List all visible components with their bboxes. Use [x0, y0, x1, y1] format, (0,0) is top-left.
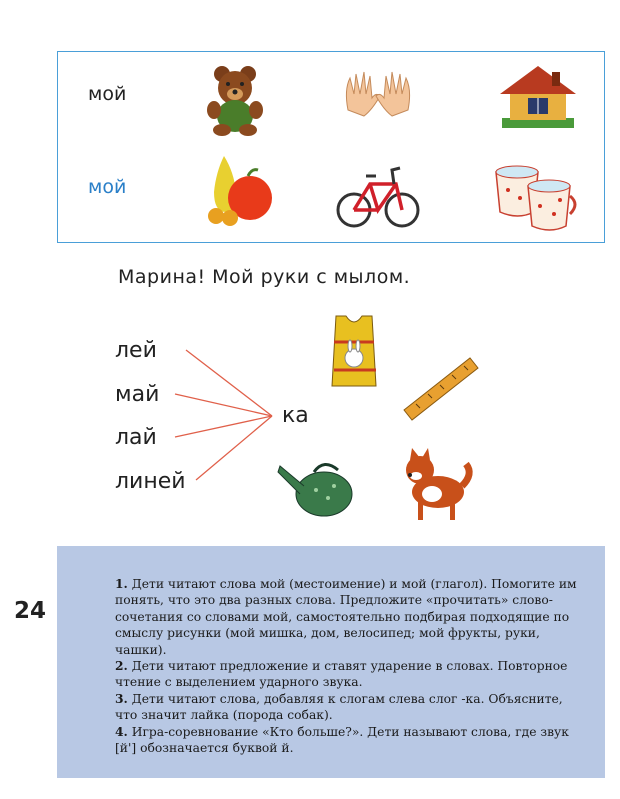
word-moy-1: мой: [88, 83, 127, 105]
teacher-notes: [57, 546, 605, 778]
note-3: 3. Дети читают слова, добавляя к слогам слева слог -ка. Объясните, что значит лайка (порода собак).: [115, 690, 563, 723]
syllable-1: лей: [115, 338, 157, 363]
note-4: 4. Игра-соревнование «Кто больше?». Дети называют слова, где звук [й'] обозначается буквой й.: [115, 723, 569, 756]
syllable-2: май: [115, 382, 160, 407]
vest-icon: [326, 312, 382, 392]
syllable-3: лай: [115, 425, 157, 450]
suffix-ka: ка: [282, 403, 309, 428]
syllable-4: линей: [115, 469, 186, 494]
watering-can-icon: [274, 456, 360, 518]
word-moy-2: мой: [88, 176, 127, 198]
note-1: 1. Дети читают слова мой (местоимение) и мой (глагол). Помогите им понять, что это два разных слова. Предложите «прочитать» словосочетания со словами мой, самостоятельно подбирая подходящие по смыслу рисунки (мой мишка, дом, велосипед; мой фрукты, руки, чашки).: [115, 576, 577, 657]
note-2: 2. Дети читают предложение и ставят ударение в словах. Повторное чтение с выделением ударного звука.: [115, 658, 568, 690]
husky-dog-icon: [398, 446, 474, 524]
page-number: 24: [14, 598, 47, 624]
sentence: Марина! Мой руки с мылом.: [118, 266, 411, 288]
ruler-icon: [400, 352, 480, 422]
